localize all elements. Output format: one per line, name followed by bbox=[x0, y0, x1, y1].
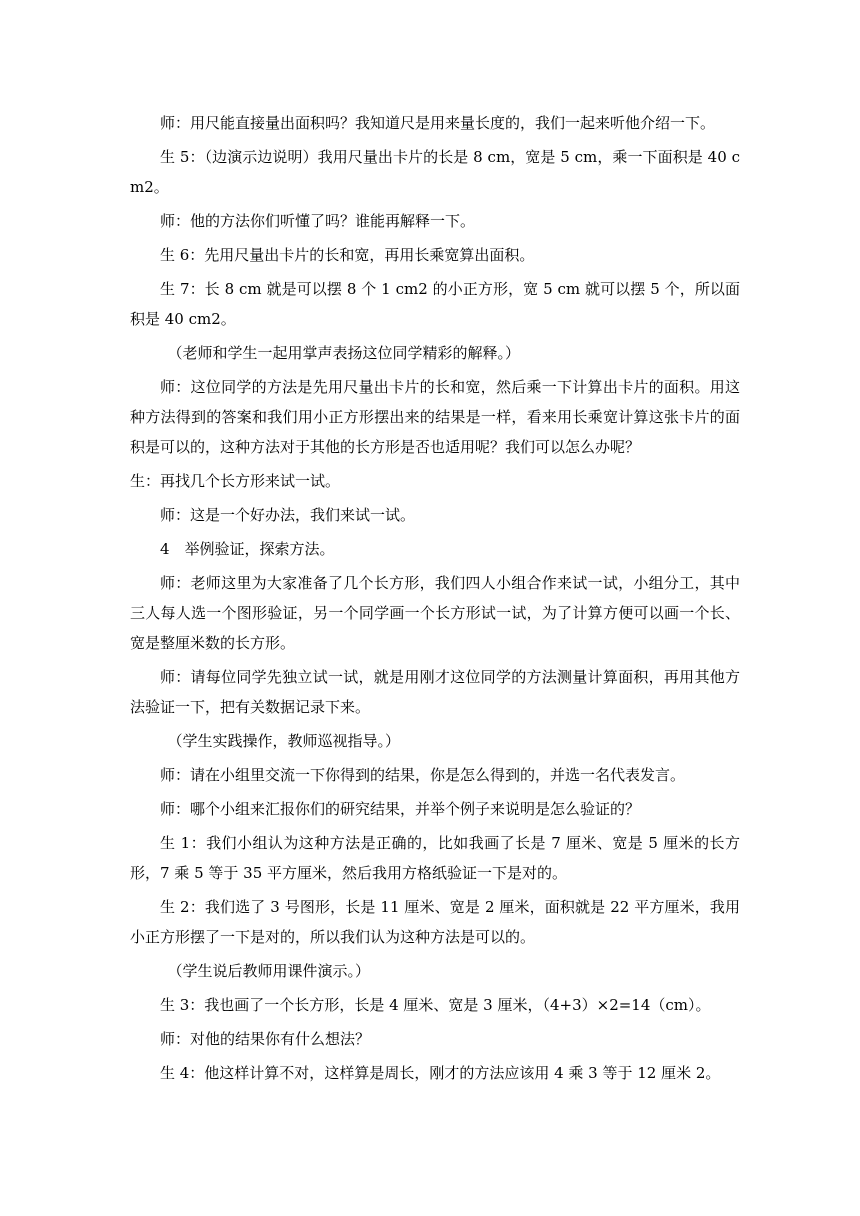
paragraph: 师：对他的结果你有什么想法？ bbox=[160, 1030, 371, 1048]
paragraph: 生 5：（边演示边说明）我用尺量出卡片的长是 8 cm，宽是 5 cm，乘一下面积是 40 cm2。 bbox=[130, 148, 740, 196]
stage-direction: （老师和学生一起用掌声表扬这位同学精彩的解释。） bbox=[167, 344, 521, 362]
paragraph: 生 1：我们小组认为这种方法是正确的，比如我画了长是 7 厘米、宽是 5 厘米的长方形，7 乘 5 等于 35 平方厘米，然后我用方格纸验证一下是对的。 bbox=[130, 834, 740, 882]
paragraph: 生 4：他这样计算不对，这样算是周长，刚才的方法应该用 4 乘 3 等于 12 厘米 2。 bbox=[160, 1064, 721, 1082]
stage-direction: （学生实践操作，教师巡视指导。） bbox=[167, 732, 401, 750]
paragraph: 师：这是一个好办法，我们来试一试。 bbox=[160, 506, 416, 524]
paragraph: 师：请每位同学先独立试一试，就是用刚才这位同学的方法测量计算面积，再用其他方法验证一下，把有关数据记录下来。 bbox=[130, 668, 740, 716]
document-body bbox=[130, 108, 740, 1092]
paragraph: 生 7：长 8 cm 就是可以摆 8 个 1 cm2 的小正方形，宽 5 cm 就可以摆 5 个，所以面积是 40 cm2。 bbox=[130, 280, 740, 328]
paragraph: 生 2：我们选了 3 号图形，长是 11 厘米、宽是 2 厘米，面积就是 22 平方厘米，我用小正方形摆了一下是对的，所以我们认为这种方法是可以的。 bbox=[130, 898, 740, 946]
section-heading: 4 举例验证，探索方法。 bbox=[160, 540, 335, 558]
paragraph: 师：他的方法你们听懂了吗？谁能再解释一下。 bbox=[160, 212, 476, 230]
paragraph: 师：这位同学的方法是先用尺量出卡片的长和宽，然后乘一下计算出卡片的面积。用这种方法得到的答案和我们用小正方形摆出来的结果是一样，看来用长乘宽计算这张卡片的面积是可以的，这种方法对于其他的长方形是否也适用呢？我们可以怎么办呢？ bbox=[130, 378, 740, 456]
stage-direction: （学生说后教师用课件演示。） bbox=[167, 962, 371, 980]
paragraph: 师：请在小组里交流一下你得到的结果，你是怎么得到的，并选一名代表发言。 bbox=[160, 766, 686, 784]
paragraph: 师：用尺能直接量出面积吗？我知道尺是用来量长度的，我们一起来听他介绍一下。 bbox=[160, 114, 716, 132]
paragraph: 生 3：我也画了一个长方形，长是 4 厘米、宽是 3 厘米，（4+3）×2=14（cm）。 bbox=[160, 996, 711, 1014]
paragraph: 师：老师这里为大家准备了几个长方形，我们四人小组合作来试一试，小组分工，其中三人每人选一个图形验证，另一个同学画一个长方形试一试，为了计算方便可以画一个长、宽是整厘米数的长方形。 bbox=[130, 574, 740, 652]
paragraph: 生：再找几个长方形来试一试。 bbox=[130, 472, 341, 490]
paragraph: 师：哪个小组来汇报你们的研究结果，并举个例子来说明是怎么验证的？ bbox=[160, 800, 641, 818]
paragraph: 生 6：先用尺量出卡片的长和宽，再用长乘宽算出面积。 bbox=[160, 246, 535, 264]
